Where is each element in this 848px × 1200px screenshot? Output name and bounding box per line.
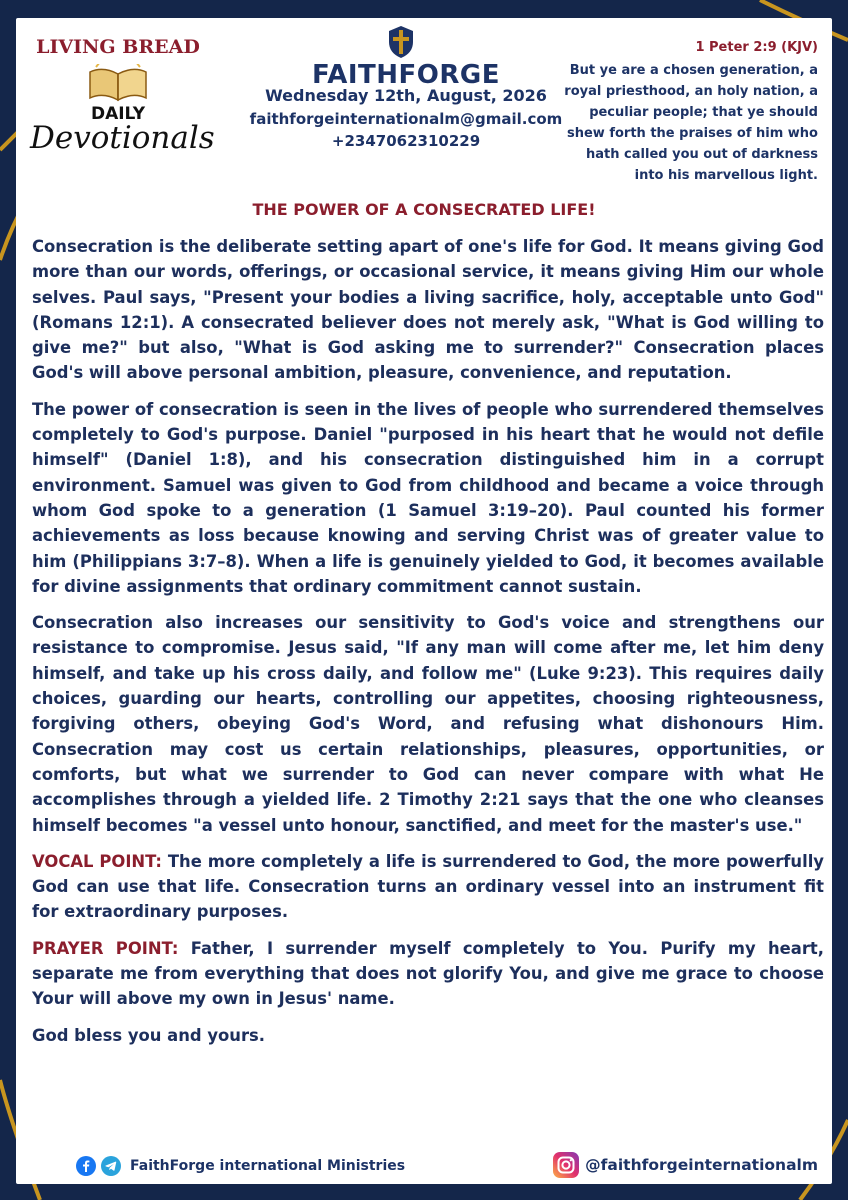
devotional-date: Wednesday 12th, August, 2026: [265, 86, 547, 105]
brand-name: FAITHFORGE: [311, 60, 501, 90]
contact-phone: +2347062310229: [331, 132, 481, 150]
paragraph: Consecration is the deliberate setting apart of one's life for God. It means giving God more than our words, offerings, or occasional service, it means giving Him our whole selves. Paul says, "Present your bodies a living sacrifice, holy, acceptable unto God" (Romans 12:1). A consecrated believer does not merely ask, "What is God willing to give me?" but also, "What is God asking me to surrender?" Consecration places God's will above personal ambition, pleasure, convenience, and reputation.: [32, 237, 824, 383]
telegram-icon[interactable]: [101, 1156, 121, 1176]
closing-blessing: God bless you and yours.: [32, 1025, 266, 1045]
vocal-point: [32, 849, 824, 925]
logo-daily: DAILY: [90, 104, 146, 124]
footer-instagram: [553, 1152, 818, 1178]
devotional-title: THE POWER OF A CONSECRATED LIFE!: [252, 200, 596, 219]
living-bread-logo: [30, 36, 215, 156]
paragraph: The power of consecration is seen in the lives of people who surrendered themselves completely to God's purpose. Daniel "purposed in his heart that he would not defile himself" (Daniel 1:8), and his consecration distinguished him in a corrupt environment. Samuel was given to God from childhood and became a voice through whom God spoke to a generation (1 Samuel 3:19–20). Paul counted his former achievements as loss because knowing and serving Christ was of greater value to him (Philippians 3:7–8). When a life is genuinely yielded to God, it becomes available for divine assignments that ordinary commitment cannot sustain.: [32, 399, 824, 596]
verse-reference: 1 Peter 2:9 (KJV): [695, 40, 818, 55]
cross-shield-icon: [386, 24, 416, 60]
prayer-point: [32, 936, 824, 1012]
facebook-icon[interactable]: [76, 1156, 96, 1176]
prayer-point-text: Father, I surrender myself completely to You. Purify my heart, separate me from everything that does not glorify You, and give me grace to choose Your will above my own in Jesus' name.: [32, 938, 824, 1009]
devotional-card: [16, 18, 832, 1184]
prayer-point-label: PRAYER POINT:: [32, 938, 179, 958]
logo-title: LIVING BREAD: [36, 36, 200, 58]
contact-email: faithforgeinternationalm@gmail.com: [249, 110, 563, 128]
vocal-point-text: The more completely a life is surrendered to God, the more powerfully God can use that life. Consecration turns an ordinary vessel into an instrument fit for extraordinary purposes.: [32, 851, 824, 922]
verse-text: But ye are a chosen generation, a royal priesthood, an holy nation, a peculiar people; that ye should shew forth the praises of him who hath called you out of darkness into his marvellous light.: [564, 63, 818, 183]
footer-social: [76, 1156, 405, 1176]
instagram-icon[interactable]: [553, 1152, 579, 1178]
vocal-point-label: VOCAL POINT:: [32, 851, 162, 871]
paragraph: Consecration also increases our sensitivity to God's voice and strengthens our resistance to compromise. Jesus said, "If any man will come after me, let him deny himself, and take up his cross daily, and follow me" (Luke 9:23). This requires daily choices, guarding our hearts, controlling our appetites, choosing righteousness, forgiving others, obeying God's Word, and refusing what dishonours Him. Consecration may cost us certain relationships, pleasures, opportunities, or comforts, but what we surrender to God can never compare with what He accomplishes through a yielded life. 2 Timothy 2:21 says that the one who cleanses himself becomes "a vessel unto honour, sanctified, and meet for the master's use.": [32, 613, 824, 835]
open-book-icon: [88, 64, 148, 104]
instagram-handle[interactable]: @faithforgeinternationalm: [585, 1156, 818, 1174]
ministry-name: FaithForge international Ministries: [130, 1158, 406, 1174]
logo-devotionals: Devotionals: [30, 120, 215, 156]
devotional-body: [32, 234, 824, 1059]
